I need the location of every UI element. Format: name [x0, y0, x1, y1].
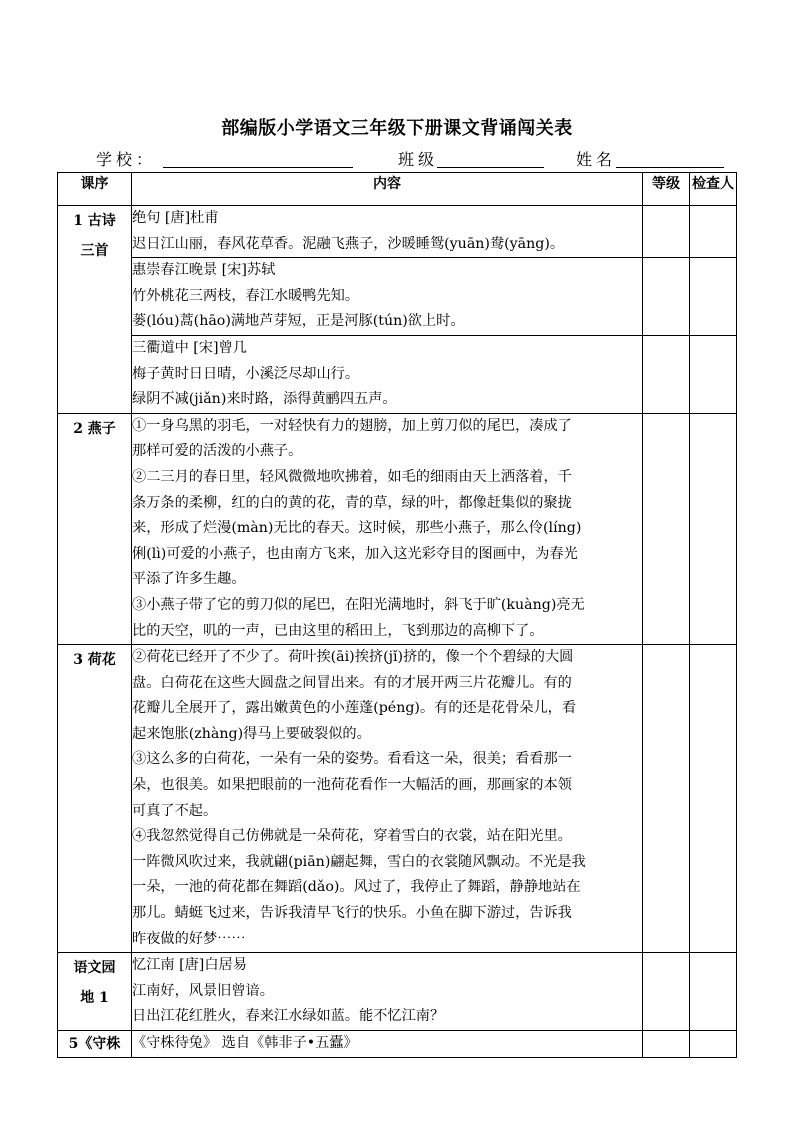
- text-line: 花瓣儿全展开了，露出嫩黄色的小莲蓬(péng)。有的还是花骨朵儿，看: [132, 700, 577, 717]
- text-line: ①一身乌黑的羽毛，一对轻快有力的翅膀，加上剪刀似的尾巴，凑成了: [132, 417, 572, 434]
- table-row: [58, 1031, 737, 1058]
- lesson-label-line: 地 1: [80, 990, 109, 1007]
- poem-line: 江南好，风景旧曾谙。: [132, 982, 274, 999]
- grade-cell[interactable]: [643, 645, 690, 953]
- lesson-label-line: 语文园: [73, 960, 116, 977]
- text-line: 一朵，一池的荷花都在舞蹈(dǎo)。风过了，我停止了舞蹈，静静地站在: [132, 879, 581, 896]
- content-cell: [132, 206, 643, 258]
- poem-heading: 绝句 [唐]杜甫: [132, 210, 219, 226]
- checker-cell[interactable]: [690, 413, 737, 644]
- text-line: 一阵微风吹过来，我就翩(piān)翩起舞，雪白的衣裳随风飘动。不光是我: [132, 853, 586, 870]
- poem-heading: 惠崇春江晚景 [宋]苏轼: [132, 262, 276, 279]
- text-line: 可真了不起。: [132, 802, 218, 819]
- poem-line: 绿阴不减(jiǎn)来时路，添得黄鹂四五声。: [132, 391, 397, 408]
- lesson-cell: 2 燕子: [58, 413, 132, 644]
- table-row: [58, 953, 737, 1031]
- text-line: ②荷花已经开了不少了。荷叶挨(āi)挨挤(jǐ)挤的，像一个个碧绿的大圆: [132, 649, 574, 666]
- poem-line: 梅子黄时日日晴，小溪泛尽却山行。: [132, 365, 360, 382]
- table-row: [58, 258, 737, 336]
- grade-cell[interactable]: [643, 1031, 690, 1058]
- poem-line: 迟日江山丽，春风花草香。泥融飞燕子，沙暖睡鸳(yuān)鸯(yāng)。: [132, 235, 565, 252]
- table-row: [58, 645, 737, 953]
- name-label: 姓名: [576, 150, 617, 169]
- table-row: [58, 335, 737, 413]
- checker-cell[interactable]: [690, 645, 737, 953]
- text-line: 条万条的柔柳，红的白的黄的花，青的草，绿的叶，都像赶集似的聚拢: [132, 494, 572, 511]
- text-line: ③这么多的白荷花，一朵有一朵的姿势。看看这一朵，很美；看看那一: [132, 751, 572, 768]
- lesson-cell: 3 荷花: [58, 645, 132, 953]
- poem-line: 蒌(lóu)蒿(hāo)满地芦芽短，正是河豚(tún)欲上时。: [132, 313, 465, 330]
- content-cell: [132, 258, 643, 336]
- checker-cell[interactable]: [690, 335, 737, 413]
- header-grade: 等级: [643, 173, 690, 206]
- text-line: 那样可爱的活泼的小燕子。: [132, 443, 303, 460]
- text-line: ④我忽然觉得自己仿佛就是一朵荷花，穿着雪白的衣裳，站在阳光里。: [132, 828, 572, 845]
- class-label: 班级: [398, 150, 439, 169]
- content-cell: [132, 953, 643, 1031]
- table-row: [58, 413, 737, 644]
- text-line: 那儿。蜻蜓飞过来，告诉我清早飞行的快乐。小鱼在脚下游过，告诉我: [132, 905, 572, 922]
- header-checker: 检查人: [690, 173, 737, 206]
- text-line: 比的天空，叽的一声，已由这里的稻田上，飞到那边的高柳下了。: [132, 622, 544, 639]
- poem-heading: 三衢道中 [宋]曾几: [132, 339, 247, 356]
- text-line: ③小燕子带了它的剪刀似的尾巴，在阳光满地时，斜飞于旷(kuàng)亮无: [132, 596, 585, 613]
- header-content: 内容: [132, 173, 643, 206]
- lesson-cell: [58, 953, 132, 1031]
- header-lesson: 课序: [58, 173, 132, 206]
- recitation-table: [57, 172, 737, 1058]
- grade-cell[interactable]: [643, 413, 690, 644]
- poem-line: 竹外桃花三两枝，春江水暖鸭先知。: [132, 287, 360, 304]
- school-label: 学校：: [96, 150, 157, 169]
- text-line: 朵，也很美。如果把眼前的一池荷花看作一大幅活的画，那画家的本领: [132, 777, 572, 794]
- text-line: 起来饱胀(zhàng)得马上要破裂似的。: [132, 725, 371, 742]
- checker-cell[interactable]: [690, 258, 737, 336]
- checker-cell[interactable]: [690, 953, 737, 1031]
- text-line: 平添了许多生趣。: [132, 571, 246, 588]
- lesson-label-line: 三首: [80, 243, 109, 259]
- checker-cell[interactable]: [690, 1031, 737, 1058]
- table-row: [58, 206, 737, 258]
- header-row: [58, 173, 737, 206]
- poem-heading: 《守株待兔》 选自《韩非子•五蠹》: [132, 1035, 358, 1051]
- content-cell: [132, 645, 643, 953]
- content-cell: [132, 335, 643, 413]
- text-line: 俐(lì)可爱的小燕子，也由南方飞来，加入这光彩夺目的图画中，为春光: [132, 545, 578, 562]
- grade-cell[interactable]: [643, 206, 690, 258]
- grade-cell[interactable]: [643, 953, 690, 1031]
- content-cell: [132, 413, 643, 644]
- checker-cell[interactable]: [690, 206, 737, 258]
- info-line: [0, 147, 794, 171]
- class-blank[interactable]: [437, 167, 544, 168]
- lesson-cell: 5《守株: [58, 1031, 132, 1058]
- poem-line: 日出江花红胜火，春来江水绿如蓝。能不忆江南？: [132, 1008, 445, 1025]
- text-line: 来，形成了烂漫(màn)无比的春天。这时候，那些小燕子，那么伶(líng): [132, 520, 582, 537]
- lesson-cell: [58, 206, 132, 414]
- text-line: 盘。白荷花在这些大圆盘之间冒出来。有的才展开两三片花瓣儿。有的: [132, 674, 572, 691]
- content-cell: [132, 1031, 643, 1058]
- page-title: 部编版小学语文三年级下册课文背诵闯关表: [221, 118, 573, 139]
- text-line: ②二三月的春日里，轻风微微地吹拂着，如毛的细雨由天上洒落着，千: [132, 468, 572, 485]
- grade-cell[interactable]: [643, 258, 690, 336]
- poem-heading: 忆江南 [唐]白居易: [132, 957, 247, 974]
- name-blank[interactable]: [616, 167, 724, 168]
- text-line: 昨夜做的好梦⋯⋯: [132, 930, 246, 947]
- lesson-label-line: 1 古诗: [73, 213, 116, 229]
- grade-cell[interactable]: [643, 335, 690, 413]
- school-blank[interactable]: [163, 167, 353, 168]
